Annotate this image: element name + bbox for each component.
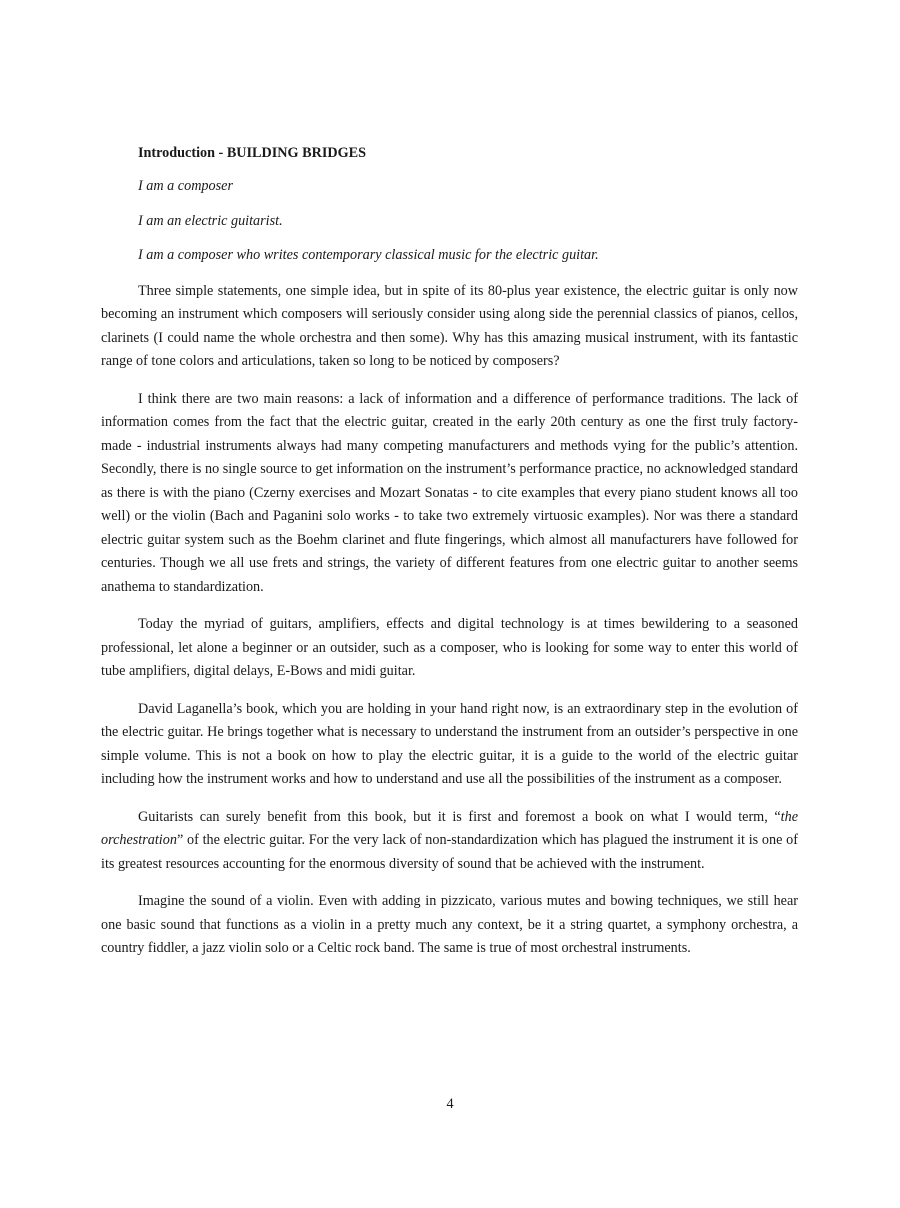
statement-3: I am a composer who writes contemporary classical music for the electric guitar. <box>138 247 599 263</box>
chapter-heading: Introduction - BUILDING BRIDGES <box>138 145 366 161</box>
page-number: 4 <box>446 1096 454 1112</box>
paragraph-5-text-b: ” of the electric guitar. For the very lack of non-standardization which has plagued the instrument it is one of its greatest resources accounting for the enormous diversity of sound that be achieved with the instrument. <box>101 832 798 872</box>
paragraph-5-emphasis: the orchestration <box>101 808 798 848</box>
paragraph-5 <box>101 806 798 877</box>
page-content <box>101 143 798 975</box>
statement-1: I am a composer <box>138 178 233 194</box>
paragraph-1: Three simple statements, one simple idea, but in spite of its 80-plus year existence, the electric guitar is only now becoming an instrument which composers will seriously consider using along side the perennial classics of pianos, cellos, clarinets (I could name the whole orchestra and then some). Why has this amazing musical instrument, with its fantastic range of tone colors and articulations, taken so long to be noticed by composers? <box>101 282 798 369</box>
paragraph-4: David Laganella’s book, which you are holding in your hand right now, is an extraordinary step in the evolution of the electric guitar. He brings together what is necessary to understand the instrument from an outsider’s perspective in one simple volume. This is not a book on how to play the electric guitar, it is a guide to the world of the electric guitar including how the instrument works and how to understand and use all the possibilities of the instrument as a composer. <box>101 700 798 787</box>
paragraph-3: Today the myriad of guitars, amplifiers, effects and digital technology is at times bewildering to a seasoned professional, let alone a beginner or an outsider, such as a composer, who is looking for some way to enter this world of tube amplifiers, digital delays, E-Bows and midi guitar. <box>101 616 798 679</box>
paragraph-2: I think there are two main reasons: a lack of information and a difference of performance traditions. The lack of information comes from the fact that the electric guitar, created in the early 20th century as one the first truly factory-made - industrial instruments always had many competing manufacturers and methods vying for the public’s attention. Secondly, there is no single source to get information on the instrument’s performance practice, no acknowledged standard as there is with the piano (Czerny exercises and Mozart Sonatas - to cite examples that every piano student knows all too well) or the violin (Bach and Paganini solo works - to take two extremely virtuosic examples). Nor was there a standard electric guitar system such as the Boehm clarinet and flute fingerings, which almost all manufacturers have followed for centuries. Though we all use frets and strings, the variety of different features from one electric guitar to another seems anathema to standardization. <box>101 390 798 595</box>
paragraph-5-text-a: Guitarists can surely benefit from this book, but it is first and foremost a book on what I would term, “ <box>138 808 781 825</box>
statement-2: I am an electric guitarist. <box>138 212 283 229</box>
paragraph-6: Imagine the sound of a violin. Even with adding in pizzicato, various mutes and bowing techniques, we still hear one basic sound that functions as a violin in a pretty much any context, be it a string quartet, a symphony orchestra, a country fiddler, a jazz violin solo or a Celtic rock band. The same is true of most orchestral instruments. <box>101 893 798 956</box>
